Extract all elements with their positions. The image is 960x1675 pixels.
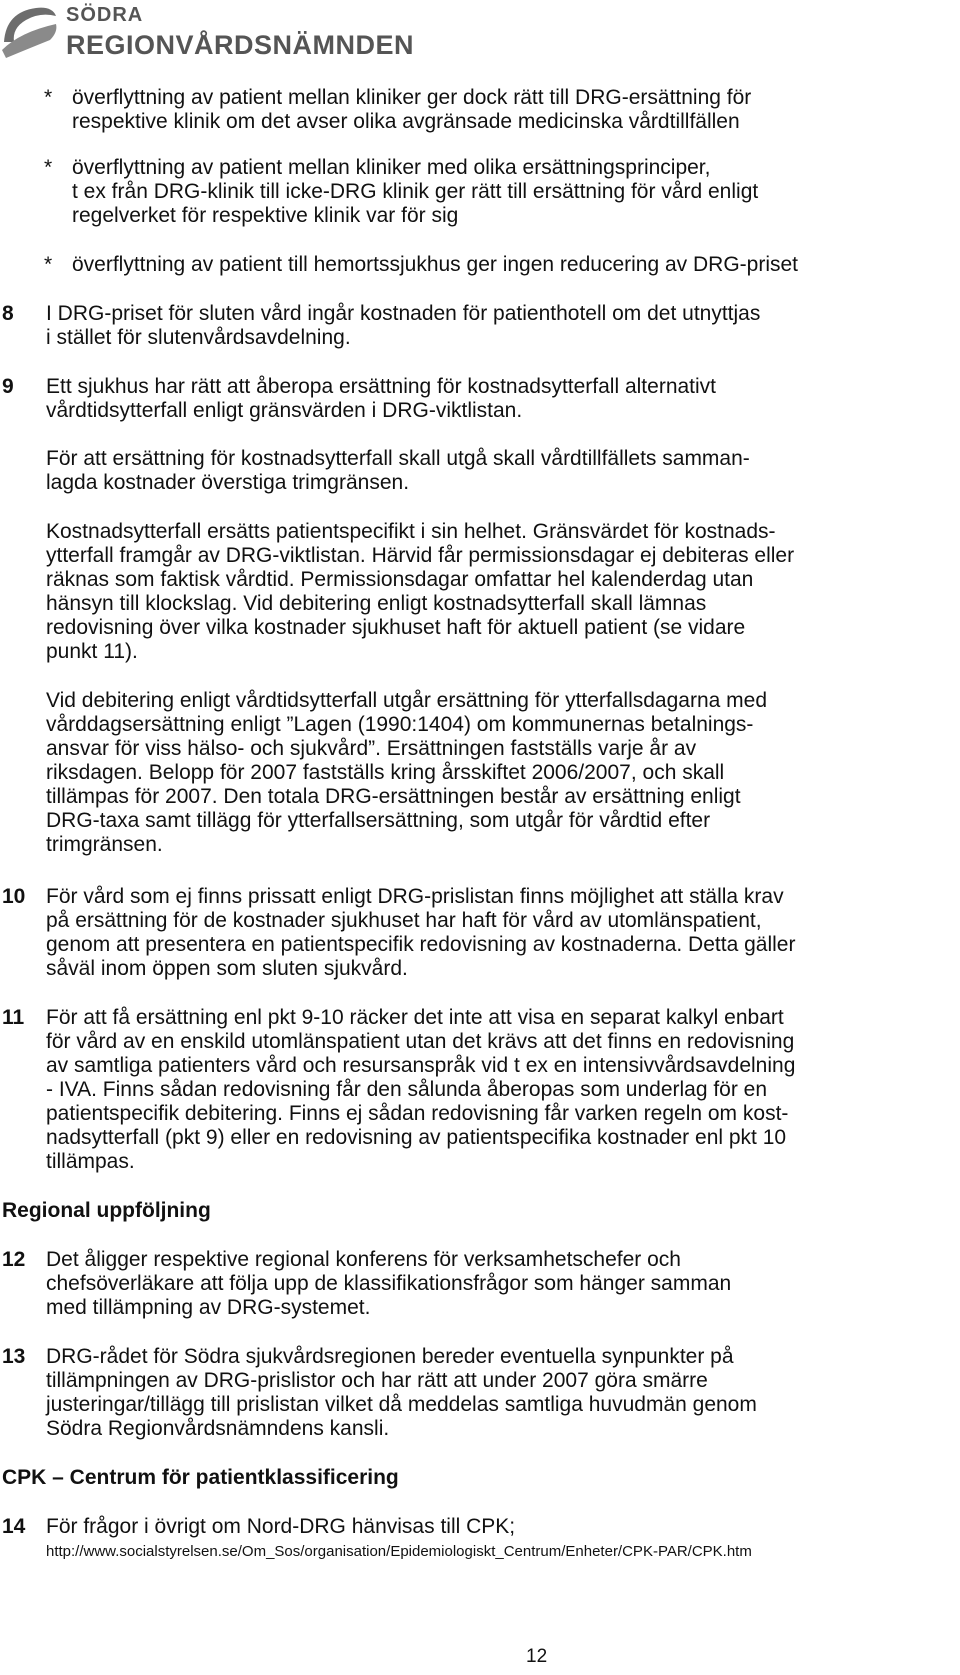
item-9-p4-line-5: tillämpas för 2007. Den totala DRG-ersättningen består av ersättning enligt [46, 785, 741, 808]
item-12-line-3: med tillämpning av DRG-systemet. [46, 1296, 371, 1319]
item-13-line-2: tillämpningen av DRG-prislistor och har rätt att under 2007 göra smärre [46, 1369, 708, 1392]
item-11-line-5: patientspecifik debitering. Finns ej sådan redovisning får varken regeln om kost- [46, 1102, 789, 1125]
logo-line2: REGIONVÅRDSNÄMNDEN [66, 30, 415, 60]
bullet-1-line-1: överflyttning av patient mellan kliniker ger dock rätt till DRG-ersättning för [72, 86, 752, 109]
item-12-line-1: Det åligger respektive regional konferens för verksamhetschefer och [46, 1248, 681, 1271]
section-heading-regional: Regional uppföljning [2, 1199, 211, 1222]
item-number: 12 [2, 1248, 26, 1271]
item-number: 11 [2, 1006, 25, 1029]
item-number: 10 [2, 885, 26, 908]
bullet-marker: * [44, 253, 53, 276]
item-10-line-3: genom att presentera en patientspecifik redovisning av kostnaderna. Detta gäller [46, 933, 796, 956]
item-8-line-1: I DRG-priset för sluten vård ingår kostnaden för patienthotell om det utnyttjas [46, 302, 761, 325]
bullet-2-line-2: t ex från DRG-klinik till icke-DRG klinik ger rätt till ersättning för vård enligt [72, 180, 759, 203]
bullet-3-line-1: överflyttning av patient till hemortssjukhus ger ingen reducering av DRG-priset [72, 253, 799, 276]
logo [0, 0, 420, 62]
item-11-line-2: för vård av en enskild utomlänspatient utan det krävs att det finns en redovisning [46, 1030, 795, 1053]
page-number: 12 [526, 1646, 548, 1667]
item-9-p4-line-6: DRG-taxa samt tillägg för ytterfallsersättning, som utgår för vårdtid efter [46, 809, 711, 832]
item-11-line-4: - IVA. Finns sådan redovisning får den sålunda åberopas som underlag för en [46, 1078, 768, 1101]
item-9-p2-line-1: För att ersättning för kostnadsytterfall skall utgå skall vårdtillfällets samman- [46, 447, 750, 470]
bullet-marker: * [44, 156, 53, 179]
item-13-line-3: justeringar/tillägg till prislistan vilket då meddelas samtliga huvudmän genom [46, 1393, 757, 1416]
item-10-line-4: såväl inom öppen som sluten sjukvård. [46, 957, 408, 980]
item-14-line-1: För frågor i övrigt om Nord-DRG hänvisas till CPK; [46, 1515, 516, 1538]
item-11-line-6: nadsytterfall (pkt 9) eller en redovisning av patientspecifika kostnader enl pkt 10 [46, 1126, 787, 1149]
item-9-p4-line-2: vårddagsersättning enligt ”Lagen (1990:1404) om kommunernas betalnings- [46, 713, 754, 736]
item-9-p1-line-2: vårdtidsytterfall enligt gränsvärden i DRG-viktlistan. [46, 399, 523, 422]
item-9-p4-line-3: ansvar för viss hälso- och sjukvård”. Ersättningen fastställs varje år av [46, 737, 697, 760]
bullet-1-line-2: respektive klinik om det avser olika avgränsade medicinska vårdtillfällen [72, 110, 740, 133]
item-11-line-1: För att få ersättning enl pkt 9-10 räcker det inte att visa en separat kalkyl enbart [46, 1006, 784, 1029]
item-12-line-2: chefsöverläkare att följa upp de klassifikationsfrågor som hänger samman [46, 1272, 732, 1295]
logo-line1: SÖDRA [66, 4, 144, 26]
bullet-2-line-1: överflyttning av patient mellan kliniker med olika ersättningsprinciper, [72, 156, 711, 179]
item-9-p1-line-1: Ett sjukhus har rätt att åberopa ersättning för kostnadsytterfall alternativt [46, 375, 717, 398]
cpk-link[interactable]: http://www.socialstyrelsen.se/Om_Sos/organisation/Epidemiologiskt_Centrum/Enheter/CPK-PAR/CPK.htm [46, 1543, 752, 1560]
item-8-line-2: i stället för slutenvårdsavdelning. [46, 326, 351, 349]
item-10-line-1: För vård som ej finns prissatt enligt DRG-prislistan finns möjlighet att ställa krav [46, 885, 784, 908]
item-11-line-3: av samtliga patienters vård och resursanspråk vid t ex en intensivvårdsavdelning [46, 1054, 796, 1077]
item-9-p3-line-6: punkt 11). [46, 640, 138, 663]
item-9-p4-line-4: riksdagen. Belopp för 2007 fastställs kring årsskiftet 2006/2007, och skall [46, 761, 725, 784]
section-heading-cpk: CPK – Centrum för patientklassificering [2, 1466, 399, 1489]
item-13-line-1: DRG-rådet för Södra sjukvårdsregionen bereder eventuella synpunkter på [46, 1345, 734, 1368]
item-number: 13 [2, 1345, 26, 1368]
item-9-p3-line-4: hänsyn till klockslag. Vid debitering enligt kostnadsytterfall skall lämnas [46, 592, 707, 615]
bullet-2-line-3: regelverket för respektive klinik var för sig [72, 204, 459, 227]
item-number: 14 [2, 1515, 26, 1538]
item-number: 9 [2, 375, 14, 398]
item-10-line-2: på ersättning för de kostnader sjukhuset har haft för vård av utomlänspatient, [46, 909, 762, 932]
item-9-p3-line-5: redovisning över vilka kostnader sjukhuset haft för aktuell patient (se vidare [46, 616, 746, 639]
bullet-marker: * [44, 86, 53, 109]
item-13-line-4: Södra Regionvårdsnämndens kansli. [46, 1417, 390, 1440]
item-9-p4-line-7: trimgränsen. [46, 833, 163, 856]
item-9-p4-line-1: Vid debitering enligt vårdtidsytterfall utgår ersättning för ytterfallsdagarna med [46, 689, 768, 712]
item-9-p3-line-3: räknas som faktisk vårdtid. Permissionsdagar omfattar hel kalenderdag utan [46, 568, 754, 591]
item-11-line-7: tillämpas. [46, 1150, 135, 1173]
item-9-p2-line-2: lagda kostnader överstiga trimgränsen. [46, 471, 410, 494]
logo-mark-icon [0, 2, 58, 60]
item-9-p3-line-2: ytterfall framgår av DRG-viktlistan. Härvid får permissionsdagar ej debiteras eller [46, 544, 795, 567]
item-number: 8 [2, 302, 14, 325]
item-9-p3-line-1: Kostnadsytterfall ersätts patientspecifikt i sin helhet. Gränsvärdet för kostnads- [46, 520, 776, 543]
